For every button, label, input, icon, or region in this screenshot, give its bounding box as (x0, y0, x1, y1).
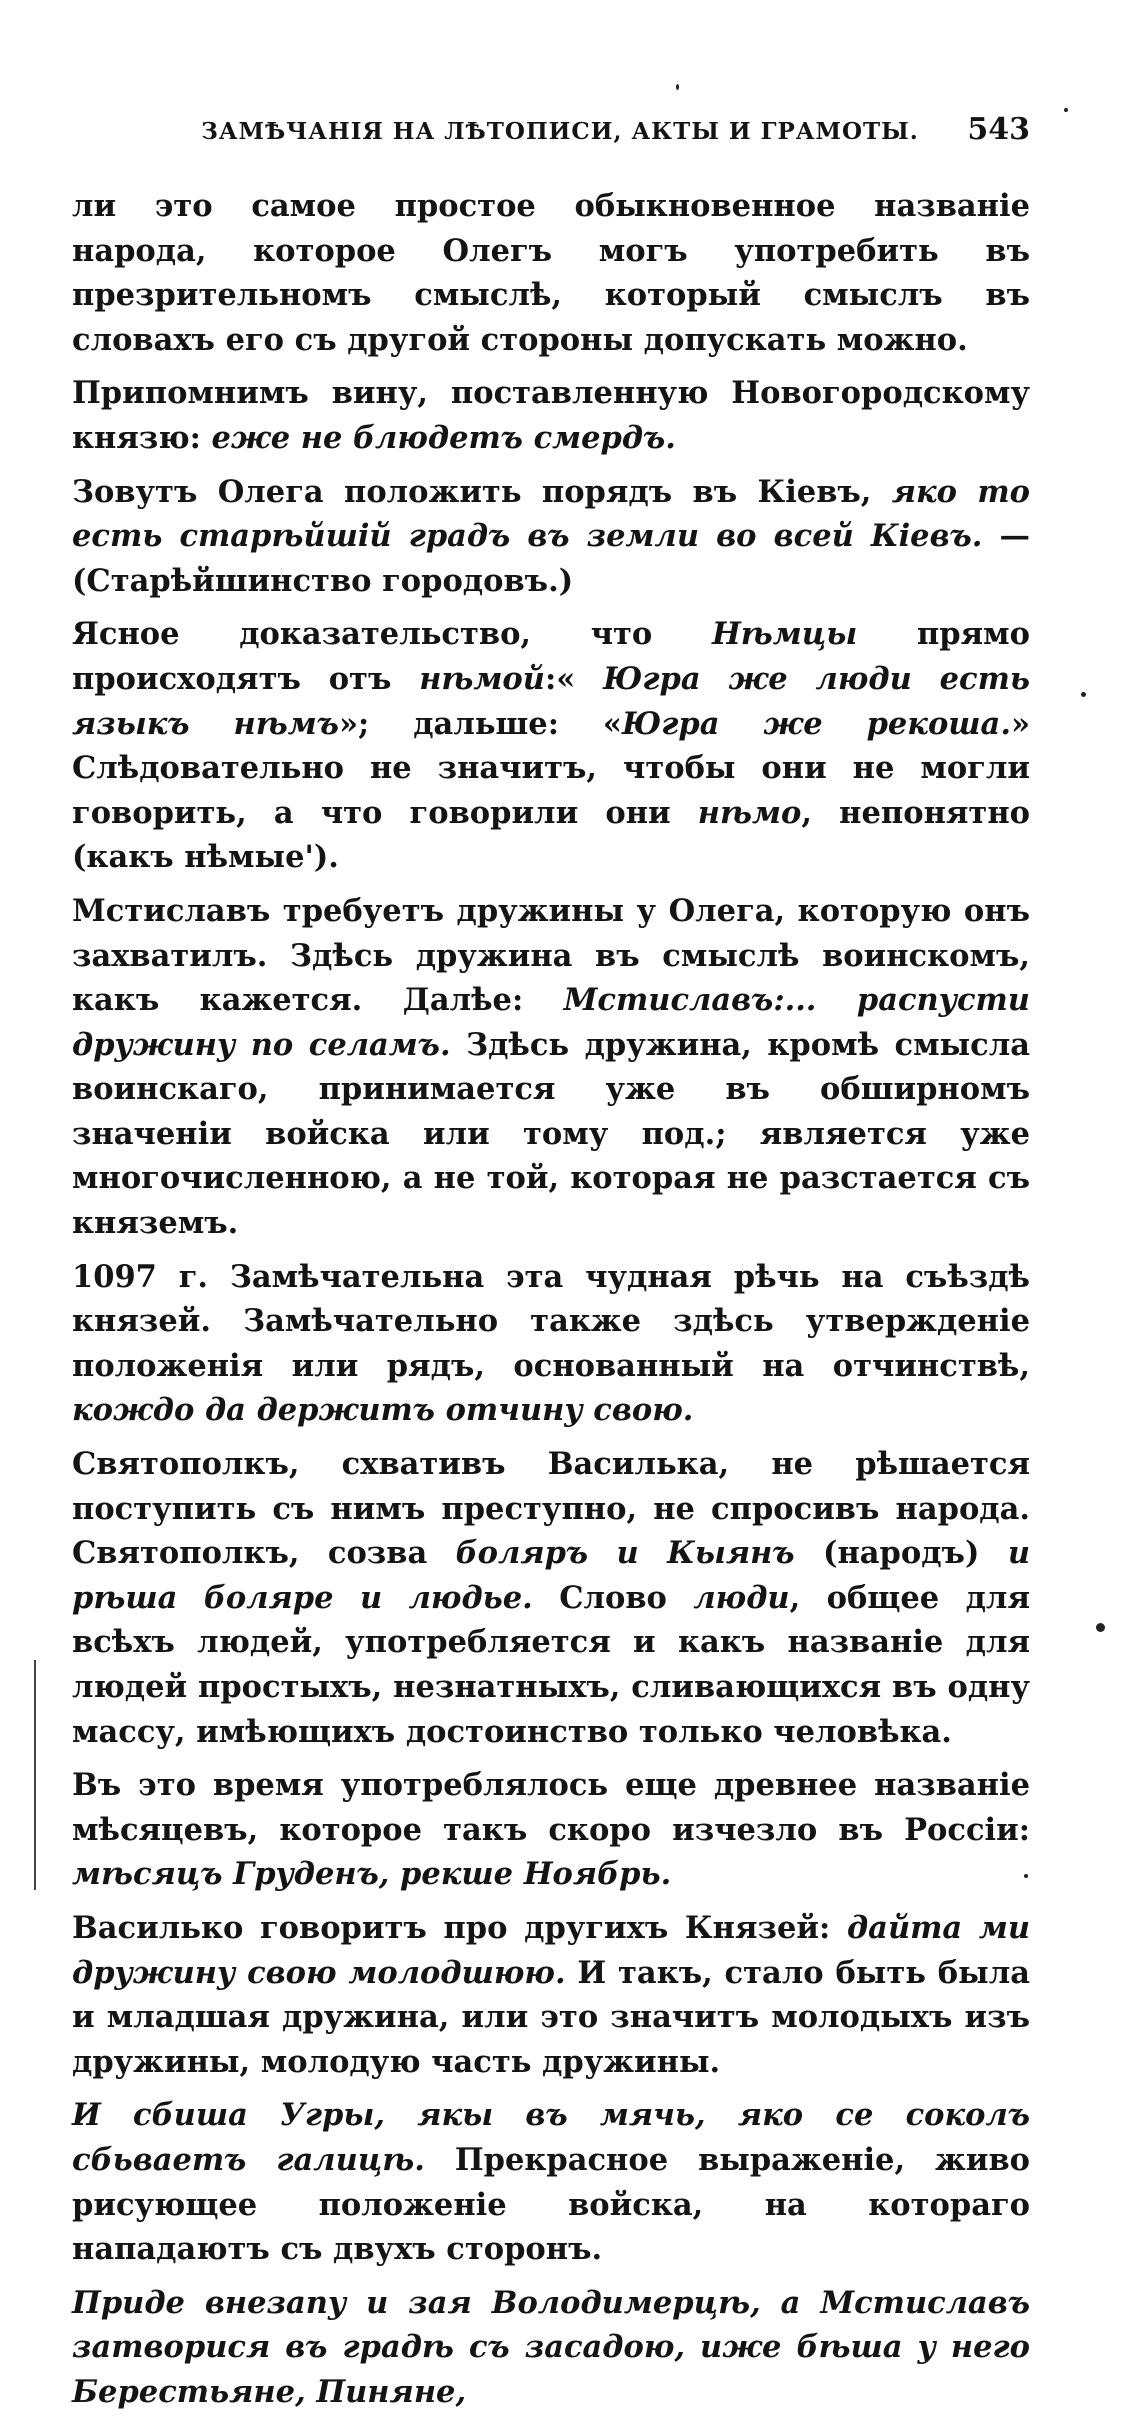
italic-quote: Нѣмцы (711, 616, 858, 653)
page-header (130, 108, 1030, 158)
print-speck (676, 84, 679, 90)
italic-quote: дайта ми дружину свою молодшюю. (72, 1909, 1031, 1991)
text-run: — (Старѣйшинство городовъ.) (72, 518, 1031, 599)
text-run: :« (544, 660, 604, 697)
italic-quote: нѣмой (419, 660, 545, 697)
text-run: , общее для всѣхъ людей, употребляется и какъ названіе для людей простыхъ, незнатныхъ, сливающихся въ одну массу, имѣющихъ достоинство только человѣка. (72, 1579, 1030, 1750)
body-text (72, 184, 1030, 2424)
text-run: (народъ) (794, 1535, 1008, 1572)
running-title: ЗАМѢЧАНІЯ НА ЛѢТОПИСИ, АКТЫ И ГРАМОТЫ. (201, 118, 919, 145)
text-run: Святополкъ, схвативъ Василька, не рѣшается поступить съ нимъ преступно, не спросивъ народа. Святополкъ, созва (72, 1446, 1030, 1572)
text-run: Здѣсь дружина, кромѣ смысла воинскаго, принимается уже въ обширномъ значеніи войска или тому под.; является уже многочисленною, а не той, которая не разстается съ княземъ. (72, 1026, 1030, 1242)
paragraph (72, 1906, 1030, 2084)
margin-rule (34, 1660, 36, 1890)
paragraph (72, 2093, 1030, 2271)
print-speck (1096, 1623, 1105, 1632)
italic-quote: Югра же рекоша. (621, 705, 1011, 742)
paragraph (72, 1255, 1030, 1433)
paragraph (72, 470, 1030, 604)
paragraph (72, 2281, 1030, 2415)
italic-quote: нѣмо (697, 794, 802, 831)
print-speck (1081, 692, 1086, 697)
text-run: Въ это время употреблялось еще древнее названіе мѣсяцевъ, которое такъ скоро изчезло въ Россіи: (72, 1767, 1030, 1848)
italic-quote: мѣсяцъ Груденъ, рекше Ноябрь. (72, 1856, 672, 1893)
page-number: 543 (967, 112, 1030, 147)
text-run: Ясное доказательство, что (72, 616, 712, 653)
text-run: 1097 г. Замѣчательна эта чудная рѣчь на съѣздѣ князей. Замѣчательно также здѣсь утвержденіе положенія или рядъ, основанный на отчинствѣ, (72, 1258, 1030, 1384)
text-run: Зовутъ Олега положить порядъ въ Кіевъ, (72, 473, 892, 510)
text-run: И такъ, стало быть была и младшая дружина, или это значитъ молодыхъ изъ дружины, молодую часть дружины. (72, 1954, 1030, 2080)
italic-quote: Приде внезапу и зая Володимерцѣ, а Мстиславъ затворися въ градѣ съ засадою, иже бѣша у него Берестьяне, Пиняне, (72, 2284, 1030, 2410)
text-run: Припомнимъ вину, поставленную Новогородскому князю: (72, 375, 1030, 456)
paragraph (72, 371, 1030, 460)
italic-quote: кождо да держитъ отчину свою. (72, 1392, 694, 1429)
text-run: Прекрасное выраженіе, живо рисующее положеніе войска, на котораго нападаютъ съ двухъ сторонъ. (72, 2141, 1030, 2268)
paragraph (72, 1763, 1030, 1897)
text-run: , непонятно (какъ нѣмые'). (72, 794, 1030, 876)
text-run: » Слѣдовательно не значитъ, чтобы они не могли говорить, а что говорили они (72, 705, 1031, 831)
italic-quote: боляръ и Кыянъ (455, 1535, 795, 1572)
text-run: Слово (532, 1579, 694, 1616)
paragraph (72, 184, 1030, 362)
italic-quote: еже не блюдетъ смердъ. (211, 419, 676, 456)
text-run: »; дальше: « (338, 705, 622, 742)
paragraph (72, 612, 1030, 880)
paragraph (72, 1442, 1030, 1754)
paragraph (72, 889, 1030, 1246)
print-speck (1024, 1874, 1028, 1878)
text-run: ли это самое простое обыкновенное названіе народа, которое Олегъ могъ употребить въ презрительномъ смыслѣ, который смыслъ въ словахъ его съ другой стороны допускать можно. (72, 188, 1030, 358)
italic-quote: И сбиша Угры, якы въ мячь, яко се соколъ сбьваетъ галицѣ. (72, 2097, 1030, 2178)
italic-quote: Югра же люди есть языкъ нѣмъ (72, 660, 1030, 742)
italic-quote: и рѣша боляре и людье. (72, 1535, 1030, 1616)
italic-quote: люди (693, 1579, 790, 1616)
text-run: Мстиславъ требуетъ дружины у Олега, которую онъ захватилъ. Здѣсь дружина въ смыслѣ воинскомъ, какъ кажется. Далѣе: (72, 892, 1030, 1019)
italic-quote: яко то есть старѣйшій градъ въ земли во всей Кіевъ. (72, 473, 1030, 555)
italic-quote: Мстиславъ:... распусти дружину по селамъ. (72, 982, 1030, 1063)
text-run: Василько говоритъ про другихъ Князей: (72, 1909, 847, 1946)
text-run: прямо происходятъ отъ (72, 616, 1031, 697)
print-speck (1064, 108, 1068, 112)
